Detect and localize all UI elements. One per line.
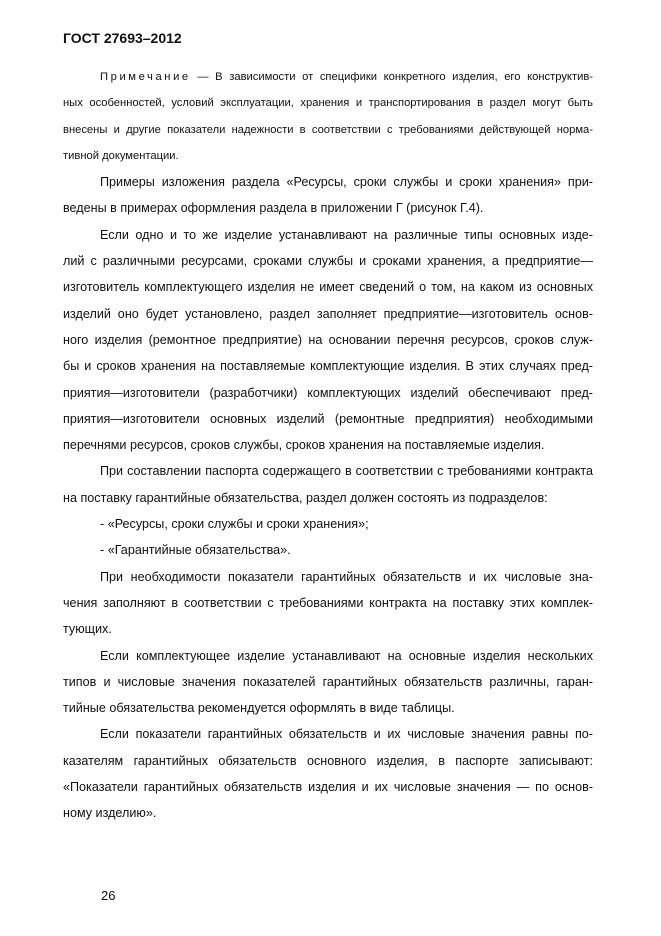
text-line: лий с различными ресурсами, сроками службы и сроками хранения, а предприятие— — [63, 254, 593, 269]
text-line: бы и сроков хранения на поставляемые комплектующие изделия. В этих случаях пред- — [63, 359, 593, 374]
text-line: При составлении паспорта содержащего в соответствии с требованиями контракта — [100, 464, 593, 479]
text-line: на поставку гарантийные обязательства, раздел должен состоять из подразделов: — [63, 490, 548, 505]
text-line: При необходимости показатели гарантийных обязательств и их числовые зна- — [100, 569, 593, 584]
text-line: ведены в примерах оформления раздела в приложении Г (рисунок Г.4). — [63, 201, 484, 216]
paragraph-component-installation — [63, 222, 593, 459]
note-label: Примечание — [100, 71, 191, 83]
list-item: - «Гарантийные обязательства». — [100, 543, 291, 558]
note-line: Примечание — В зависимости от специфики конкретного изделия, его конструктив- — [100, 71, 593, 83]
text-line: Если комплектующее изделие устанавливают на основные изделия нескольких — [100, 648, 593, 663]
text-line: ного изделия (ремонтное предприятие) на основании перечня ресурсов, сроков служ- — [63, 332, 593, 347]
text-line: Примеры изложения раздела «Ресурсы, сроки службы и сроки хранения» при- — [100, 175, 593, 190]
paragraph-passport-sections — [63, 458, 593, 511]
text-line: перечнями ресурсов, сроков службы, сроков хранения на поставляемые изделия. — [63, 438, 545, 453]
note-line: внесены и другие показатели надежности в соответствии с требованиями действующей норма- — [63, 123, 593, 136]
text-line: «Показатели гарантийных обязательств изделия и их числовые значения — по основ- — [63, 780, 593, 795]
text-line: ному изделию». — [63, 806, 157, 821]
text-line: Если показатели гарантийных обязательств и их числовые значения равны по- — [100, 727, 593, 742]
text-line: изделий оно будет установлено, раздел заполняет предприятие—изготовитель основ- — [63, 306, 593, 321]
text-line: типов и числовые значения показателей гарантийных обязательств различны, гаран- — [63, 674, 593, 689]
note-line: тивной документации. — [63, 149, 179, 162]
text-line: приятия—изготовители (разработчики) комплектующих изделий обеспечивают пред- — [63, 385, 593, 400]
text-line: приятия—изготовители основных изделий (ремонтные предприятия) необходимыми — [63, 411, 593, 426]
text-line: изготовитель комплектующего изделия не имеет сведений о том, на каком из основных — [63, 280, 593, 295]
paragraph-equal-warranty — [63, 721, 593, 826]
paragraph-examples — [63, 169, 593, 222]
text-line: чения заполняют в соответствии с требованиями контракта на поставку этих комплек- — [63, 595, 593, 610]
note-paragraph — [63, 64, 593, 169]
text-line: казателям гарантийных обязательств основного изделия, в паспорте записывают: — [63, 753, 593, 768]
text-line: тующих. — [63, 622, 112, 637]
paragraph-warranty-table — [63, 643, 593, 722]
note-line: ных особенностей, условий эксплуатации, хранения и транспортирования в раздел могут быть — [63, 97, 593, 110]
page-number: 26 — [101, 888, 116, 903]
text-line: Если одно и то же изделие устанавливают на различные типы основных изде- — [100, 227, 593, 242]
list-item: - «Ресурсы, сроки службы и сроки хранения»; — [100, 517, 369, 532]
subsection-list — [63, 511, 593, 564]
paragraph-warranty-values — [63, 564, 593, 643]
page-body — [63, 64, 593, 827]
text-line: тийные обязательства рекомендуется оформлять в виде таблицы. — [63, 701, 455, 716]
document-code: ГОСТ 27693–2012 — [63, 30, 182, 46]
